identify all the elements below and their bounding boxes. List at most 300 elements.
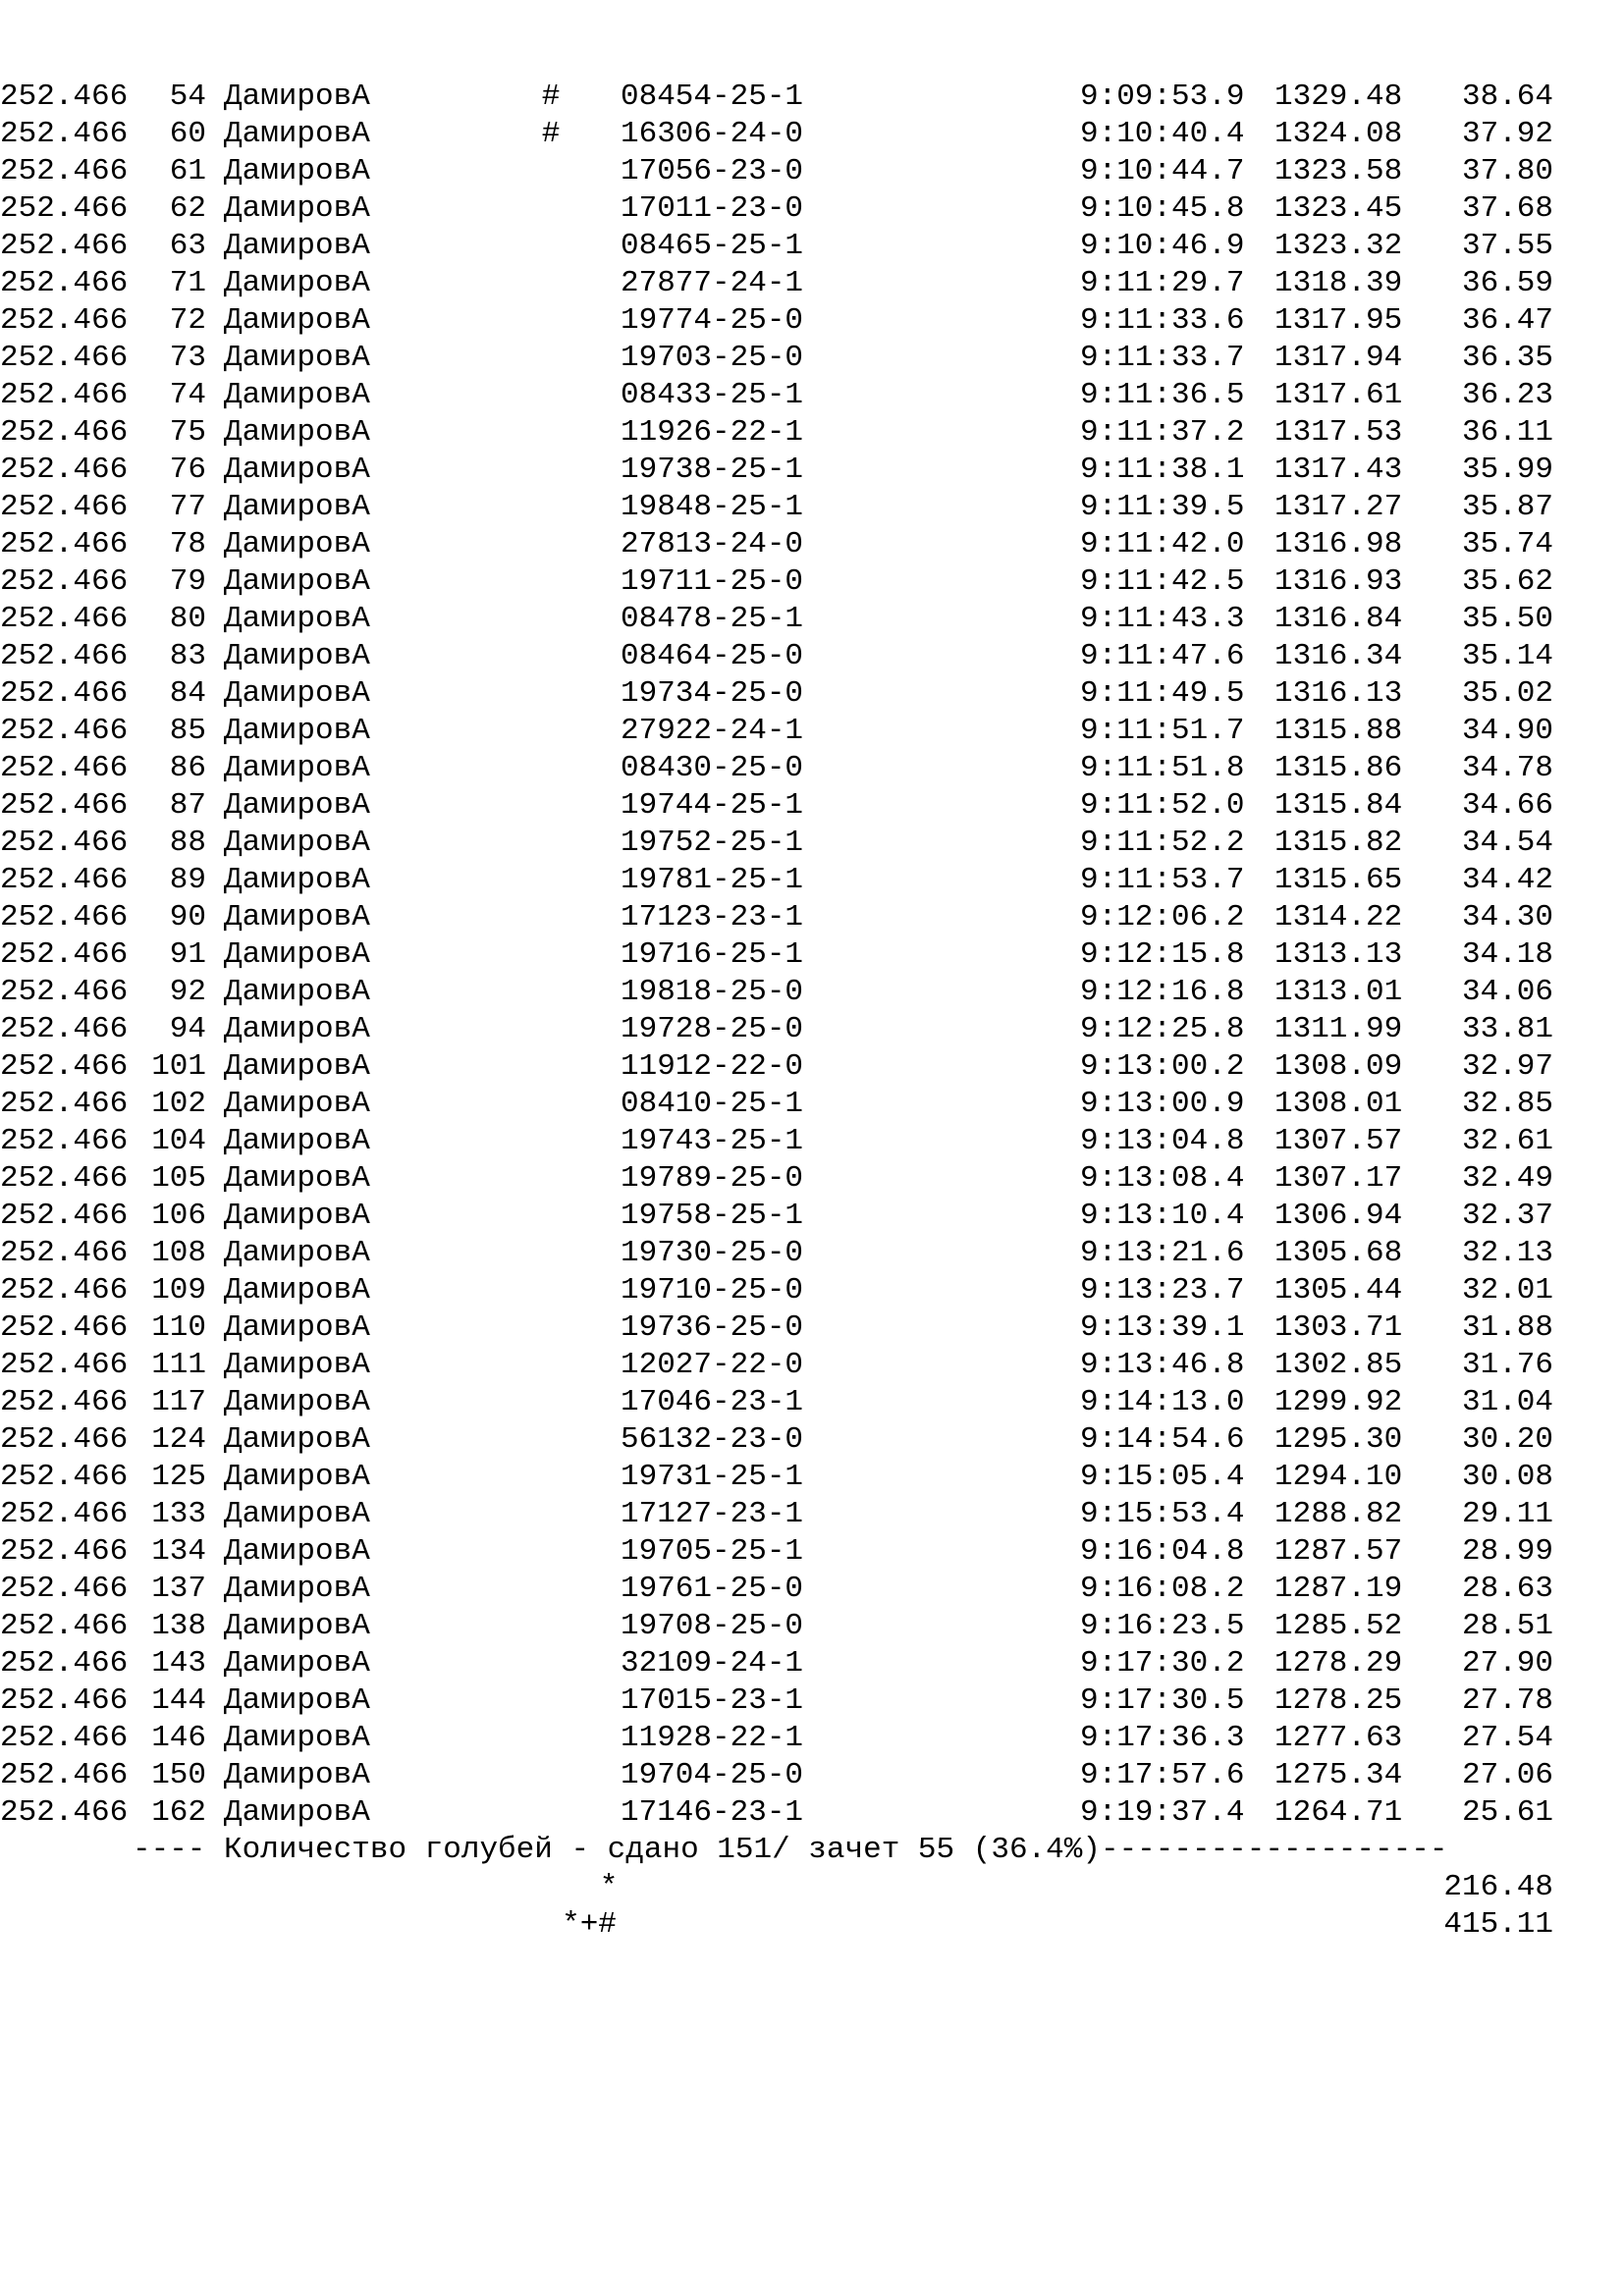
result-row xyxy=(0,787,1624,825)
result-row xyxy=(0,377,1624,414)
fancier-name: ДамировА xyxy=(224,1124,370,1158)
result-row xyxy=(0,862,1624,899)
result-row xyxy=(0,899,1624,936)
place-number: 84 xyxy=(169,676,206,711)
total-value: 415.11 xyxy=(1443,1907,1553,1942)
place-number: 86 xyxy=(169,751,206,785)
points-value: 32.49 xyxy=(1461,1161,1553,1196)
distance-value: 252.466 xyxy=(0,602,129,636)
distance-value: 252.466 xyxy=(0,1310,129,1345)
points-value: 35.62 xyxy=(1461,564,1553,599)
ring-number: 19704-25-0 xyxy=(621,1758,804,1792)
arrival-time: 9:13:23.7 xyxy=(1080,1273,1245,1308)
points-value: 35.14 xyxy=(1461,639,1553,673)
ring-number: 19705-25-1 xyxy=(621,1534,804,1569)
place-number: 78 xyxy=(169,527,206,561)
arrival-time: 9:17:36.3 xyxy=(1080,1721,1245,1755)
distance-value: 252.466 xyxy=(0,1124,129,1158)
result-row xyxy=(0,1123,1624,1160)
result-row xyxy=(0,489,1624,526)
ring-number: 27813-24-0 xyxy=(621,527,804,561)
distance-value: 252.466 xyxy=(0,1012,129,1046)
result-row xyxy=(0,265,1624,302)
ring-number: 19710-25-0 xyxy=(621,1273,804,1308)
result-row xyxy=(0,414,1624,452)
points-value: 35.74 xyxy=(1461,527,1553,561)
arrival-time: 9:10:44.7 xyxy=(1080,154,1245,188)
distance-value: 252.466 xyxy=(0,229,129,263)
speed-value: 1278.29 xyxy=(1274,1646,1403,1681)
points-value: 25.61 xyxy=(1461,1795,1553,1830)
place-number: 94 xyxy=(169,1012,206,1046)
arrival-time: 9:11:42.0 xyxy=(1080,527,1245,561)
fancier-name: ДамировА xyxy=(224,1385,370,1419)
ring-number: 27922-24-1 xyxy=(621,714,804,748)
fancier-name: ДамировА xyxy=(224,266,370,300)
result-row xyxy=(0,601,1624,638)
ring-number: 17056-23-0 xyxy=(621,154,804,188)
points-value: 37.55 xyxy=(1461,229,1553,263)
ring-number: 19752-25-1 xyxy=(621,826,804,860)
place-number: 108 xyxy=(151,1236,206,1270)
points-value: 34.90 xyxy=(1461,714,1553,748)
distance-value: 252.466 xyxy=(0,788,129,823)
fancier-name: ДамировА xyxy=(224,490,370,524)
fancier-name: ДамировА xyxy=(224,639,370,673)
place-number: 91 xyxy=(169,937,206,972)
place-number: 80 xyxy=(169,602,206,636)
result-row xyxy=(0,1160,1624,1198)
speed-value: 1323.45 xyxy=(1274,191,1403,226)
points-value: 36.47 xyxy=(1461,303,1553,338)
arrival-time: 9:13:00.2 xyxy=(1080,1049,1245,1084)
ring-number: 32109-24-1 xyxy=(621,1646,804,1681)
entry-mark: # xyxy=(541,117,561,151)
ring-number: 19736-25-0 xyxy=(621,1310,804,1345)
place-number: 109 xyxy=(151,1273,206,1308)
ring-number: 11926-22-1 xyxy=(621,415,804,450)
place-number: 71 xyxy=(169,266,206,300)
distance-value: 252.466 xyxy=(0,714,129,748)
result-row xyxy=(0,1794,1624,1832)
distance-value: 252.466 xyxy=(0,154,129,188)
ring-number: 19781-25-1 xyxy=(621,863,804,897)
fancier-name: ДамировА xyxy=(224,1273,370,1308)
distance-value: 252.466 xyxy=(0,564,129,599)
result-row xyxy=(0,116,1624,153)
result-row xyxy=(0,190,1624,228)
fancier-name: ДамировА xyxy=(224,1161,370,1196)
place-number: 72 xyxy=(169,303,206,338)
result-row xyxy=(0,1011,1624,1048)
result-row xyxy=(0,1309,1624,1347)
arrival-time: 9:10:46.9 xyxy=(1080,229,1245,263)
ring-number: 19731-25-1 xyxy=(621,1460,804,1494)
distance-value: 252.466 xyxy=(0,1385,129,1419)
fancier-name: ДамировА xyxy=(224,453,370,487)
ring-number: 19738-25-1 xyxy=(621,453,804,487)
distance-value: 252.466 xyxy=(0,1572,129,1606)
place-number: 106 xyxy=(151,1199,206,1233)
arrival-time: 9:10:40.4 xyxy=(1080,117,1245,151)
distance-value: 252.466 xyxy=(0,975,129,1009)
speed-value: 1317.94 xyxy=(1274,341,1403,375)
points-value: 34.54 xyxy=(1461,826,1553,860)
ring-number: 19848-25-1 xyxy=(621,490,804,524)
ring-number: 08465-25-1 xyxy=(621,229,804,263)
arrival-time: 9:13:04.8 xyxy=(1080,1124,1245,1158)
speed-value: 1316.98 xyxy=(1274,527,1403,561)
points-value: 37.80 xyxy=(1461,154,1553,188)
distance-value: 252.466 xyxy=(0,1721,129,1755)
ring-number: 17046-23-1 xyxy=(621,1385,804,1419)
result-row xyxy=(0,1086,1624,1123)
place-number: 162 xyxy=(151,1795,206,1830)
distance-value: 252.466 xyxy=(0,1161,129,1196)
distance-value: 252.466 xyxy=(0,639,129,673)
result-row xyxy=(0,1571,1624,1608)
speed-value: 1302.85 xyxy=(1274,1348,1403,1382)
speed-value: 1288.82 xyxy=(1274,1497,1403,1531)
place-number: 63 xyxy=(169,229,206,263)
arrival-time: 9:09:53.9 xyxy=(1080,80,1245,114)
points-value: 31.88 xyxy=(1461,1310,1553,1345)
ring-number: 19728-25-0 xyxy=(621,1012,804,1046)
ring-number: 08454-25-1 xyxy=(621,80,804,114)
points-value: 30.08 xyxy=(1461,1460,1553,1494)
ring-number: 08433-25-1 xyxy=(621,378,804,412)
ring-number: 19730-25-0 xyxy=(621,1236,804,1270)
ring-number: 16306-24-0 xyxy=(621,117,804,151)
place-number: 146 xyxy=(151,1721,206,1755)
distance-value: 252.466 xyxy=(0,1534,129,1569)
place-number: 85 xyxy=(169,714,206,748)
speed-value: 1295.30 xyxy=(1274,1422,1403,1457)
distance-value: 252.466 xyxy=(0,751,129,785)
speed-value: 1294.10 xyxy=(1274,1460,1403,1494)
place-number: 133 xyxy=(151,1497,206,1531)
speed-value: 1314.22 xyxy=(1274,900,1403,934)
place-number: 92 xyxy=(169,975,206,1009)
ring-number: 17127-23-1 xyxy=(621,1497,804,1531)
speed-value: 1307.57 xyxy=(1274,1124,1403,1158)
arrival-time: 9:11:38.1 xyxy=(1080,453,1245,487)
distance-value: 252.466 xyxy=(0,1609,129,1643)
place-number: 60 xyxy=(169,117,206,151)
result-row xyxy=(0,452,1624,489)
points-value: 36.11 xyxy=(1461,415,1553,450)
result-row xyxy=(0,1720,1624,1757)
points-value: 34.42 xyxy=(1461,863,1553,897)
speed-value: 1307.17 xyxy=(1274,1161,1403,1196)
points-value: 36.23 xyxy=(1461,378,1553,412)
speed-value: 1311.99 xyxy=(1274,1012,1403,1046)
fancier-name: ДамировА xyxy=(224,1087,370,1121)
arrival-time: 9:13:00.9 xyxy=(1080,1087,1245,1121)
fancier-name: ДамировА xyxy=(224,975,370,1009)
points-value: 35.87 xyxy=(1461,490,1553,524)
ring-number: 27877-24-1 xyxy=(621,266,804,300)
result-row xyxy=(0,1645,1624,1682)
distance-value: 252.466 xyxy=(0,266,129,300)
fancier-name: ДамировА xyxy=(224,341,370,375)
result-row xyxy=(0,1608,1624,1645)
distance-value: 252.466 xyxy=(0,863,129,897)
speed-value: 1329.48 xyxy=(1274,80,1403,114)
ring-number: 08410-25-1 xyxy=(621,1087,804,1121)
distance-value: 252.466 xyxy=(0,191,129,226)
arrival-time: 9:14:13.0 xyxy=(1080,1385,1245,1419)
points-value: 32.37 xyxy=(1461,1199,1553,1233)
fancier-name: ДамировА xyxy=(224,527,370,561)
points-value: 27.90 xyxy=(1461,1646,1553,1681)
distance-value: 252.466 xyxy=(0,1758,129,1792)
speed-value: 1316.34 xyxy=(1274,639,1403,673)
fancier-name: ДамировА xyxy=(224,1609,370,1643)
speed-value: 1317.27 xyxy=(1274,490,1403,524)
fancier-name: ДамировА xyxy=(224,826,370,860)
result-row xyxy=(0,713,1624,750)
arrival-time: 9:11:49.5 xyxy=(1080,676,1245,711)
arrival-time: 9:17:57.6 xyxy=(1080,1758,1245,1792)
points-value: 35.99 xyxy=(1461,453,1553,487)
place-number: 73 xyxy=(169,341,206,375)
speed-value: 1287.19 xyxy=(1274,1572,1403,1606)
fancier-name: ДамировА xyxy=(224,1310,370,1345)
result-row xyxy=(0,936,1624,974)
points-value: 38.64 xyxy=(1461,80,1553,114)
result-row xyxy=(0,1421,1624,1459)
ring-number: 11912-22-0 xyxy=(621,1049,804,1084)
arrival-time: 9:13:10.4 xyxy=(1080,1199,1245,1233)
distance-value: 252.466 xyxy=(0,1795,129,1830)
arrival-time: 9:11:29.7 xyxy=(1080,266,1245,300)
speed-value: 1317.43 xyxy=(1274,453,1403,487)
result-row xyxy=(0,1496,1624,1533)
points-value: 37.92 xyxy=(1461,117,1553,151)
points-value: 32.61 xyxy=(1461,1124,1553,1158)
ring-number: 19744-25-1 xyxy=(621,788,804,823)
distance-value: 252.466 xyxy=(0,415,129,450)
arrival-time: 9:11:53.7 xyxy=(1080,863,1245,897)
fancier-name: ДамировА xyxy=(224,1646,370,1681)
arrival-time: 9:12:25.8 xyxy=(1080,1012,1245,1046)
arrival-time: 9:19:37.4 xyxy=(1080,1795,1245,1830)
arrival-time: 9:16:23.5 xyxy=(1080,1609,1245,1643)
result-row xyxy=(0,1757,1624,1794)
place-number: 111 xyxy=(151,1348,206,1382)
ring-number: 19708-25-0 xyxy=(621,1609,804,1643)
place-number: 87 xyxy=(169,788,206,823)
fancier-name: ДамировА xyxy=(224,415,370,450)
ring-number: 19703-25-0 xyxy=(621,341,804,375)
points-value: 37.68 xyxy=(1461,191,1553,226)
fancier-name: ДамировА xyxy=(224,229,370,263)
total-row xyxy=(0,1869,1624,1906)
result-row xyxy=(0,1533,1624,1571)
ring-number: 08478-25-1 xyxy=(621,602,804,636)
arrival-time: 9:14:54.6 xyxy=(1080,1422,1245,1457)
result-row xyxy=(0,79,1624,116)
ring-number: 19716-25-1 xyxy=(621,937,804,972)
speed-value: 1287.57 xyxy=(1274,1534,1403,1569)
points-value: 35.50 xyxy=(1461,602,1553,636)
arrival-time: 9:13:46.8 xyxy=(1080,1348,1245,1382)
distance-value: 252.466 xyxy=(0,1049,129,1084)
distance-value: 252.466 xyxy=(0,453,129,487)
place-number: 76 xyxy=(169,453,206,487)
points-value: 28.99 xyxy=(1461,1534,1553,1569)
speed-value: 1315.84 xyxy=(1274,788,1403,823)
place-number: 62 xyxy=(169,191,206,226)
fancier-name: ДамировА xyxy=(224,714,370,748)
points-value: 36.35 xyxy=(1461,341,1553,375)
result-row xyxy=(0,302,1624,340)
speed-value: 1306.94 xyxy=(1274,1199,1403,1233)
points-value: 29.11 xyxy=(1461,1497,1553,1531)
fancier-name: ДамировА xyxy=(224,1236,370,1270)
summary-text: ---- Количество голубей - сдано 151/ зачет 55 (36.4%)------------------- xyxy=(133,1833,1448,1867)
fancier-name: ДамировА xyxy=(224,564,370,599)
ring-number: 17015-23-1 xyxy=(621,1683,804,1718)
place-number: 124 xyxy=(151,1422,206,1457)
distance-value: 252.466 xyxy=(0,1683,129,1718)
ring-number: 17123-23-1 xyxy=(621,900,804,934)
speed-value: 1278.25 xyxy=(1274,1683,1403,1718)
arrival-time: 9:13:08.4 xyxy=(1080,1161,1245,1196)
distance-value: 252.466 xyxy=(0,826,129,860)
arrival-time: 9:12:16.8 xyxy=(1080,975,1245,1009)
speed-value: 1303.71 xyxy=(1274,1310,1403,1345)
place-number: 150 xyxy=(151,1758,206,1792)
arrival-time: 9:11:36.5 xyxy=(1080,378,1245,412)
distance-value: 252.466 xyxy=(0,1199,129,1233)
speed-value: 1316.84 xyxy=(1274,602,1403,636)
place-number: 134 xyxy=(151,1534,206,1569)
speed-value: 1264.71 xyxy=(1274,1795,1403,1830)
distance-value: 252.466 xyxy=(0,1460,129,1494)
result-row xyxy=(0,563,1624,601)
speed-value: 1305.68 xyxy=(1274,1236,1403,1270)
arrival-time: 9:17:30.2 xyxy=(1080,1646,1245,1681)
distance-value: 252.466 xyxy=(0,303,129,338)
arrival-time: 9:17:30.5 xyxy=(1080,1683,1245,1718)
place-number: 138 xyxy=(151,1609,206,1643)
arrival-time: 9:10:45.8 xyxy=(1080,191,1245,226)
place-number: 83 xyxy=(169,639,206,673)
speed-value: 1308.01 xyxy=(1274,1087,1403,1121)
total-value: 216.48 xyxy=(1443,1870,1553,1904)
points-value: 28.51 xyxy=(1461,1609,1553,1643)
result-row xyxy=(0,340,1624,377)
arrival-time: 9:11:42.5 xyxy=(1080,564,1245,599)
distance-value: 252.466 xyxy=(0,1348,129,1382)
summary-line xyxy=(0,1832,1624,1869)
fancier-name: ДамировА xyxy=(224,602,370,636)
points-value: 34.78 xyxy=(1461,751,1553,785)
points-value: 35.02 xyxy=(1461,676,1553,711)
ring-number: 08464-25-0 xyxy=(621,639,804,673)
ring-number: 19743-25-1 xyxy=(621,1124,804,1158)
fancier-name: ДамировА xyxy=(224,863,370,897)
fancier-name: ДамировА xyxy=(224,900,370,934)
distance-value: 252.466 xyxy=(0,527,129,561)
points-value: 28.63 xyxy=(1461,1572,1553,1606)
points-value: 33.81 xyxy=(1461,1012,1553,1046)
result-row xyxy=(0,974,1624,1011)
result-row xyxy=(0,1682,1624,1720)
fancier-name: ДамировА xyxy=(224,1534,370,1569)
arrival-time: 9:13:21.6 xyxy=(1080,1236,1245,1270)
distance-value: 252.466 xyxy=(0,490,129,524)
total-label: * xyxy=(599,1870,619,1904)
fancier-name: ДамировА xyxy=(224,1012,370,1046)
place-number: 89 xyxy=(169,863,206,897)
speed-value: 1299.92 xyxy=(1274,1385,1403,1419)
speed-value: 1308.09 xyxy=(1274,1049,1403,1084)
result-row xyxy=(0,1459,1624,1496)
place-number: 54 xyxy=(169,80,206,114)
fancier-name: ДамировА xyxy=(224,751,370,785)
fancier-name: ДамировА xyxy=(224,1460,370,1494)
fancier-name: ДамировА xyxy=(224,154,370,188)
fancier-name: ДамировА xyxy=(224,80,370,114)
result-row xyxy=(0,675,1624,713)
arrival-time: 9:12:06.2 xyxy=(1080,900,1245,934)
result-row xyxy=(0,1235,1624,1272)
place-number: 105 xyxy=(151,1161,206,1196)
fancier-name: ДамировА xyxy=(224,1199,370,1233)
speed-value: 1316.13 xyxy=(1274,676,1403,711)
speed-value: 1323.32 xyxy=(1274,229,1403,263)
ring-number: 11928-22-1 xyxy=(621,1721,804,1755)
speed-value: 1315.65 xyxy=(1274,863,1403,897)
ring-number: 56132-23-0 xyxy=(621,1422,804,1457)
points-value: 36.59 xyxy=(1461,266,1553,300)
result-row xyxy=(0,153,1624,190)
arrival-time: 9:11:52.0 xyxy=(1080,788,1245,823)
distance-value: 252.466 xyxy=(0,1497,129,1531)
distance-value: 252.466 xyxy=(0,1422,129,1457)
points-value: 34.18 xyxy=(1461,937,1553,972)
fancier-name: ДамировА xyxy=(224,1049,370,1084)
result-row xyxy=(0,1198,1624,1235)
arrival-time: 9:11:37.2 xyxy=(1080,415,1245,450)
arrival-time: 9:15:05.4 xyxy=(1080,1460,1245,1494)
place-number: 110 xyxy=(151,1310,206,1345)
place-number: 117 xyxy=(151,1385,206,1419)
result-row xyxy=(0,526,1624,563)
distance-value: 252.466 xyxy=(0,1236,129,1270)
speed-value: 1313.01 xyxy=(1274,975,1403,1009)
speed-value: 1317.61 xyxy=(1274,378,1403,412)
place-number: 137 xyxy=(151,1572,206,1606)
arrival-time: 9:12:15.8 xyxy=(1080,937,1245,972)
fancier-name: ДамировА xyxy=(224,1721,370,1755)
distance-value: 252.466 xyxy=(0,378,129,412)
ring-number: 19818-25-0 xyxy=(621,975,804,1009)
place-number: 61 xyxy=(169,154,206,188)
arrival-time: 9:11:47.6 xyxy=(1080,639,1245,673)
fancier-name: ДамировА xyxy=(224,378,370,412)
distance-value: 252.466 xyxy=(0,1087,129,1121)
ring-number: 08430-25-0 xyxy=(621,751,804,785)
distance-value: 252.466 xyxy=(0,80,129,114)
ring-number: 19774-25-0 xyxy=(621,303,804,338)
ring-number: 19758-25-1 xyxy=(621,1199,804,1233)
fancier-name: ДамировА xyxy=(224,937,370,972)
place-number: 77 xyxy=(169,490,206,524)
